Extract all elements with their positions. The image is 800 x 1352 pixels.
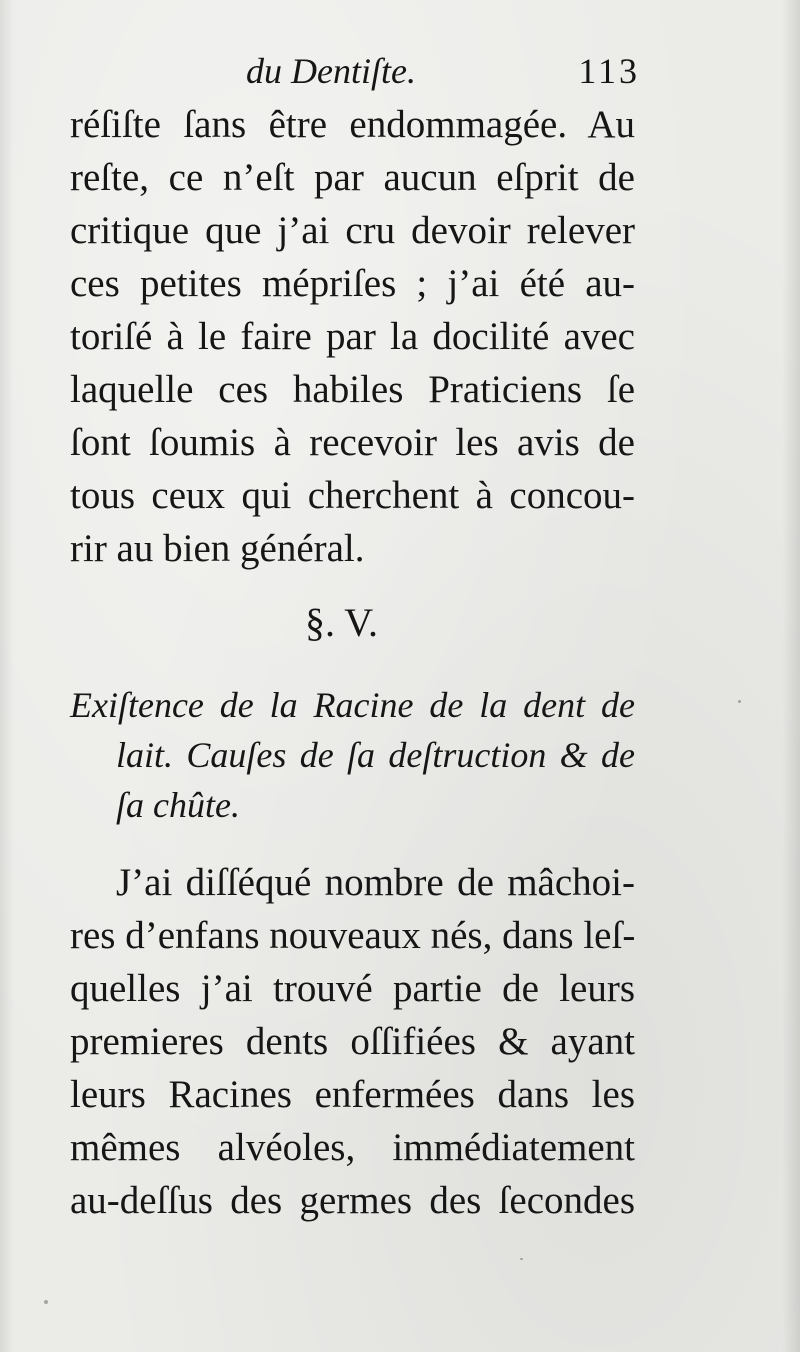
running-title: du Dentiſte. <box>246 51 416 91</box>
paper-speck <box>44 1300 48 1304</box>
text-line: laquelle ces habiles Praticiens ſe <box>70 368 635 411</box>
text-line: critique que j’ai cru devoir relever <box>70 209 635 252</box>
heading-line: ſa chûte. <box>116 785 240 825</box>
text-line: tous ceux qui cherchent à concou- <box>70 474 635 517</box>
text-line: réſiſte ſans être endommagée. Au <box>70 103 635 146</box>
page-header <box>70 48 640 98</box>
paper-speck <box>520 1258 523 1260</box>
page-right-shadow <box>782 0 800 1352</box>
page-number: 113 <box>578 51 640 91</box>
text-line: res d’enfans nouveaux nés, dans leſ- <box>70 914 636 957</box>
text-line: quelles j’ai trouvé partie de leurs <box>70 967 635 1010</box>
text-line: mêmes alvéoles, immédiatement <box>70 1126 635 1169</box>
heading-line: lait. Cauſes de ſa deſtruction & de <box>116 735 635 775</box>
text-line: ces petites mépriſes ; j’ai été au- <box>70 262 635 305</box>
text-line: J’ai diſſéqué nombre de mâchoi- <box>116 861 635 904</box>
page-left-shadow <box>0 0 14 1352</box>
text-line: rir au bien général. <box>70 527 365 570</box>
paper-speck <box>738 700 741 703</box>
section-heading <box>70 680 635 830</box>
text-line: ſont ſoumis à recevoir les avis de <box>70 421 635 464</box>
text-line: premieres dents oſſifiées & ayant <box>70 1020 635 1063</box>
section-number: §. V. <box>305 600 379 645</box>
text-line: toriſé à le faire par la docilité avec <box>70 315 635 358</box>
heading-line: Exiſtence de la Racine de la dent de <box>70 685 635 725</box>
text-line: leurs Racines enfermées dans les <box>70 1073 635 1116</box>
paragraph-continued <box>70 98 635 575</box>
text-line: reſte, ce n’eſt par aucun eſprit de <box>70 156 635 199</box>
text-line: au-deſſus des germes des ſecondes <box>70 1179 635 1222</box>
paragraph-body <box>70 856 635 1227</box>
